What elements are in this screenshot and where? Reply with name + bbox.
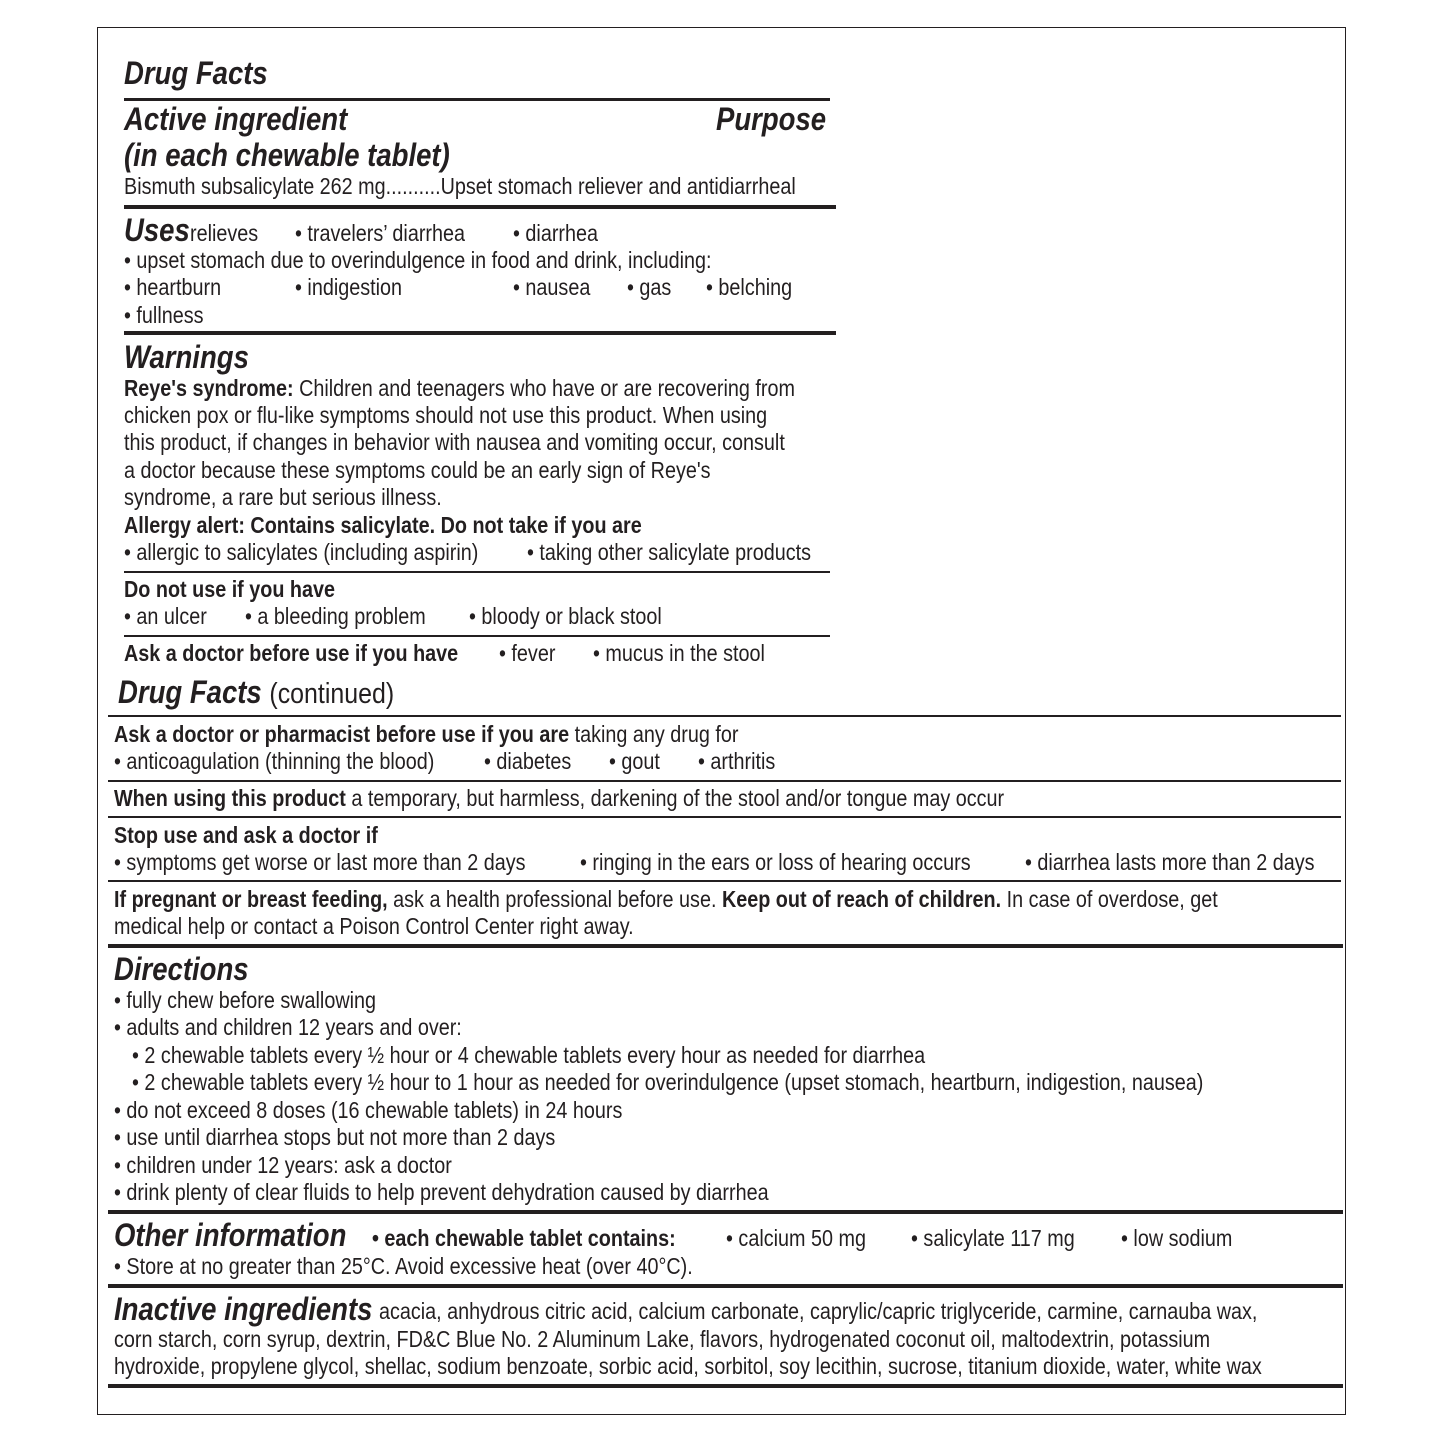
pregnant-label: If pregnant or breast feeding, <box>114 886 388 912</box>
warnings-heading: Warnings <box>124 339 249 375</box>
active-rule <box>124 205 836 209</box>
ask-doctor-item: • mucus in the stool <box>593 640 765 667</box>
ask-doctor-heading: Ask a doctor before use if you have <box>124 640 459 666</box>
directions-item: • use until diarrhea stops but not more than 2 days <box>114 1124 555 1151</box>
stop-use-item: • diarrhea lasts more than 2 days <box>1025 849 1314 876</box>
inactive-line: corn starch, corn syrup, dextrin, FD&C Blue No. 2 Aluminum Lake, flavors, hydrogenated coconut oil, maltodextrin, potassium <box>114 1326 1211 1352</box>
continued-suffix: (continued) <box>269 678 395 710</box>
allergy-rule <box>124 571 830 573</box>
when-using-text: a temporary, but harmless, darkening of the stool and/or tongue may occur <box>351 785 1005 811</box>
uses-item: • diarrhea <box>513 220 598 247</box>
overdose-text: In case of overdose, get <box>1006 886 1218 912</box>
reye-text: Children and teenagers who have or are recovering from <box>299 375 795 401</box>
pharmacist-label: Ask a doctor or pharmacist before use if you are <box>114 721 570 747</box>
when-using-label: When using this product <box>114 785 346 811</box>
uses-item: • indigestion <box>295 274 402 301</box>
keep-out-label: Keep out of reach of children. <box>721 886 1002 912</box>
reye-line: chicken pox or flu-like symptoms should not use this product. When using <box>124 402 768 428</box>
uses-item: • upset stomach due to overindulgence in food and drink, including: <box>124 247 712 274</box>
inactive-heading: Inactive ingredients <box>114 1291 373 1327</box>
inactive-line: acacia, anhydrous citric acid, calcium carbonate, caprylic/capric triglyceride, carmine, carnauba wax, <box>379 1298 1258 1324</box>
continued-rule <box>108 715 1341 717</box>
active-ingredient-subheading: (in each chewable tablet) <box>124 137 450 173</box>
reye-line: a doctor because these symptoms could be an early sign of Reye's <box>124 457 711 483</box>
directions-item: • do not exceed 8 doses (16 chewable tablets) in 24 hours <box>114 1097 622 1124</box>
pharmacist-text: taking any drug for <box>574 721 739 747</box>
reye-line: syndrome, a rare but serious illness. <box>124 484 442 510</box>
allergy-item: • taking other salicylate products <box>527 539 811 566</box>
other-info-item: • Store at no greater than 25°C. Avoid excessive heat (over 40°C). <box>114 1253 693 1280</box>
other-info-item: • low sodium <box>1121 1225 1232 1252</box>
other-info-heading: Other information <box>114 1217 347 1253</box>
directions-item: • adults and children 12 years and over: <box>114 1014 462 1041</box>
pharmacist-line <box>114 721 738 748</box>
uses-rule <box>124 331 836 335</box>
directions-subitem: • 2 chewable tablets every ½ hour to 1 hour as needed for overindulgence (upset stomach, heartburn, indigestion, nausea) <box>132 1069 1203 1096</box>
continued-title: Drug Facts <box>118 674 262 710</box>
active-ingredient-heading: Active ingredient <box>124 101 348 137</box>
do-not-use-heading: Do not use if you have <box>124 576 336 602</box>
ask-doctor-item: • fever <box>499 640 555 667</box>
reye-line <box>124 375 795 402</box>
when-using-line <box>114 785 1004 812</box>
uses-item: • gas <box>627 274 671 301</box>
directions-item: • drink plenty of clear fluids to help prevent dehydration caused by diarrhea <box>114 1179 769 1206</box>
allergy-alert: Allergy alert: Contains salicylate. Do not take if you are <box>124 512 642 538</box>
uses-intro: relieves <box>190 220 259 246</box>
uses-item: • belching <box>706 274 792 301</box>
do-not-use-item: • an ulcer <box>124 603 207 630</box>
pharmacist-item: • gout <box>609 748 660 775</box>
continued-heading <box>118 674 394 712</box>
reye-line: this product, if changes in behavior with nausea and vomiting occur, consult <box>124 429 785 455</box>
pregnant-line <box>114 886 1218 913</box>
drug-facts-label <box>97 27 1346 1415</box>
active-ingredient-line: Bismuth subsalicylate 262 mg..........Upset stomach reliever and antidiarrheal <box>124 173 796 199</box>
uses-item: • fullness <box>124 302 203 329</box>
pharmacist-item: • arthritis <box>698 748 775 775</box>
uses-item: • nausea <box>513 274 590 301</box>
stop-use-item: • symptoms get worse or last more than 2 days <box>114 849 525 876</box>
stop-use-item: • ringing in the ears or loss of hearing occurs <box>580 849 971 876</box>
do-not-use-item: • a bleeding problem <box>245 603 426 630</box>
directions-rule <box>108 1210 1343 1214</box>
uses-item: • travelers’ diarrhea <box>295 220 465 247</box>
drug-facts-title: Drug Facts <box>124 55 268 91</box>
allergy-item: • allergic to salicylates (including aspirin) <box>124 539 478 566</box>
directions-item: • children under 12 years: ask a doctor <box>114 1152 452 1179</box>
directions-item: • fully chew before swallowing <box>114 987 376 1014</box>
pharmacist-item: • diabetes <box>484 748 571 775</box>
directions-heading: Directions <box>114 951 249 987</box>
when-using-rule <box>108 816 1341 818</box>
other-info-rule <box>108 1284 1343 1288</box>
inactive-rule <box>108 1384 1343 1388</box>
uses-heading: Uses <box>124 212 190 248</box>
pharmacist-item: • anticoagulation (thinning the blood) <box>114 748 434 775</box>
overdose-line: medical help or contact a Poison Control Center right away. <box>114 913 634 939</box>
do-not-use-item: • bloody or black stool <box>469 603 662 630</box>
inactive-line: hydroxide, propylene glycol, shellac, sodium benzoate, sorbic acid, sorbitol, soy lecithin, sucrose, titanium dioxide, water, white wax <box>114 1353 1262 1379</box>
other-info-item: • calcium 50 mg <box>726 1225 866 1252</box>
pharmacist-rule <box>108 780 1341 782</box>
other-info-item: • salicylate 117 mg <box>911 1225 1075 1252</box>
stop-use-heading: Stop use and ask a doctor if <box>114 822 378 848</box>
other-info-contains: • each chewable tablet contains: <box>372 1225 676 1252</box>
uses-item: • heartburn <box>124 274 221 301</box>
pregnant-rule <box>108 944 1343 948</box>
directions-subitem: • 2 chewable tablets every ½ hour or 4 chewable tablets every hour as needed for diarrhea <box>132 1042 925 1069</box>
stop-use-rule <box>108 880 1341 882</box>
reye-label: Reye's syndrome: <box>124 375 294 401</box>
dnu-rule <box>124 635 830 637</box>
purpose-heading: Purpose <box>716 101 827 137</box>
pregnant-text: ask a health professional before use. <box>393 886 717 912</box>
